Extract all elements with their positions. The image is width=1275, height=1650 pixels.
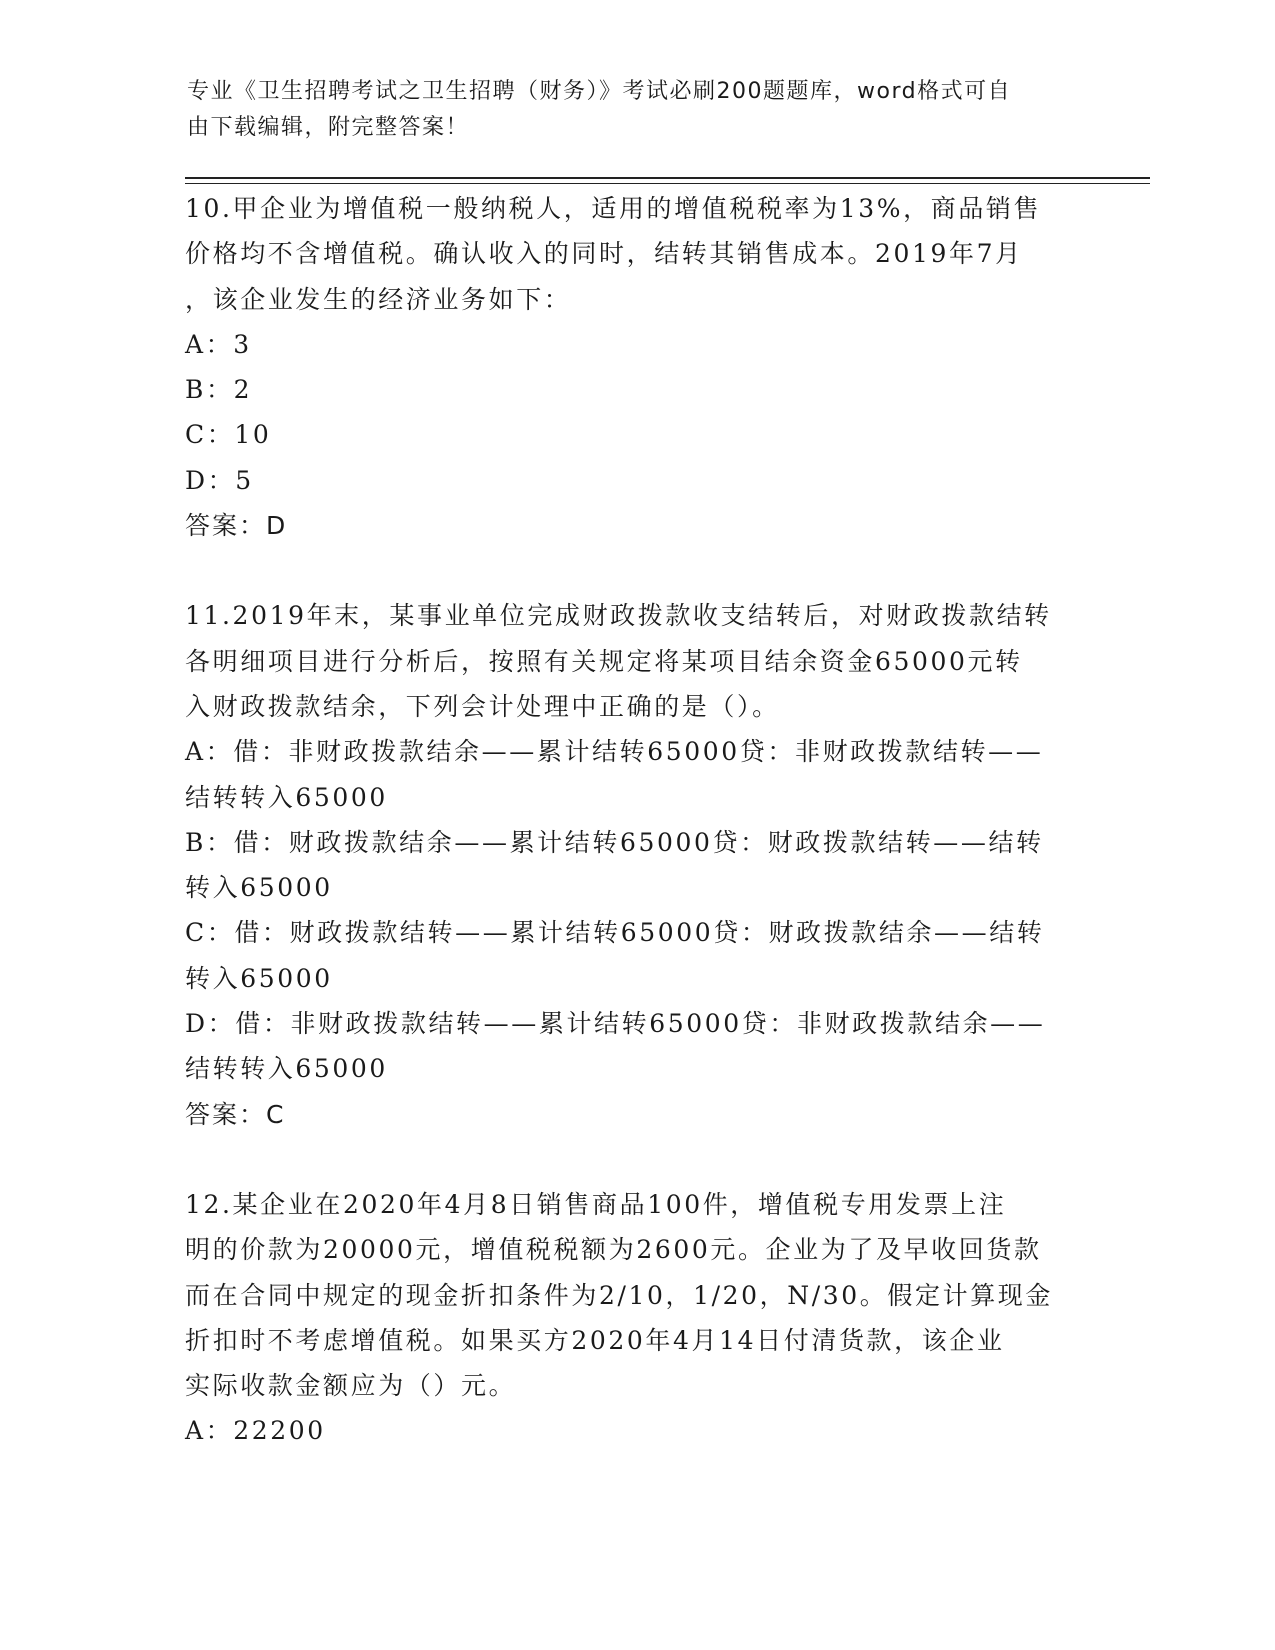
- option-c: C：借：财政拨款结转——累计结转65000贷：财政拨款结余——结转: [185, 918, 1045, 948]
- question-stem-line: 而在合同中规定的现金折扣条件为2/10，1/20，N/30。假定计算现金: [185, 1280, 1053, 1310]
- document-header: [187, 74, 1067, 146]
- option-b: B：2: [185, 375, 253, 405]
- question-list: [185, 186, 1085, 1454]
- question-stem-line: 实际收款金额应为（）元。: [185, 1371, 517, 1401]
- option-d: D：借：非财政拨款结转——累计结转65000贷：非财政拨款结余——: [185, 1009, 1046, 1039]
- header-line: 由下载编辑，附完整答案！: [187, 115, 470, 140]
- option-a: A：3: [185, 329, 252, 359]
- question-stem-line: 折扣时不考虑增值税。如果买方2020年4月14日付清货款，该企业: [185, 1325, 1005, 1355]
- answer-label: 答案：C: [185, 1099, 286, 1129]
- question-stem-line: 12.某企业在2020年4月8日销售商品100件，增值税专用发票上注: [185, 1189, 1007, 1219]
- question-stem-line: 10.甲企业为增值税一般纳税人，适用的增值税税率为13%，商品销售: [185, 194, 1042, 223]
- question-stem-line: 价格均不含增值税。确认收入的同时，结转其销售成本。2019年7月: [185, 239, 1023, 269]
- question-stem-line: 各明细项目进行分析后，按照有关规定将某项目结余资金65000元转: [185, 646, 1023, 676]
- question-stem-line: 11.2019年末，某事业单位完成财政拨款收支结转后，对财政拨款结转: [185, 601, 1052, 631]
- option-d: D：5: [185, 465, 254, 495]
- header-divider-thick: [185, 177, 1150, 179]
- question-stem-line: 入财政拨款结余，下列会计处理中正确的是（）。: [185, 691, 780, 721]
- option-a: A：22200: [185, 1416, 326, 1446]
- question-spacer: [185, 548, 1085, 593]
- answer-label: 答案：D: [185, 511, 288, 541]
- question-10: [185, 186, 1085, 548]
- question-stem-line: 明的价款为20000元，增值税税额为2600元。企业为了及早收回货款: [185, 1235, 1042, 1265]
- question-11: [185, 593, 1085, 1137]
- question-spacer: [185, 1137, 1085, 1182]
- option-c: C：10: [185, 420, 272, 450]
- option-a: A：借：非财政拨款结余——累计结转65000贷：非财政拨款结转——: [185, 737, 1044, 767]
- header-line: 专业《卫生招聘考试之卫生招聘（财务）》考试必刷200题题库，word格式可自: [187, 79, 1012, 104]
- option-b: B：借：财政拨款结余——累计结转65000贷：财政拨款结转——结转: [185, 827, 1044, 857]
- option-b-continued: 转入65000: [185, 873, 333, 903]
- question-12: [185, 1182, 1085, 1454]
- option-d-continued: 结转转入65000: [185, 1054, 388, 1084]
- option-c-continued: 转入65000: [185, 963, 333, 993]
- question-stem-line: ，该企业发生的经济业务如下：: [185, 284, 572, 314]
- header-divider-thin: [185, 183, 1150, 184]
- option-a-continued: 结转转入65000: [185, 782, 388, 812]
